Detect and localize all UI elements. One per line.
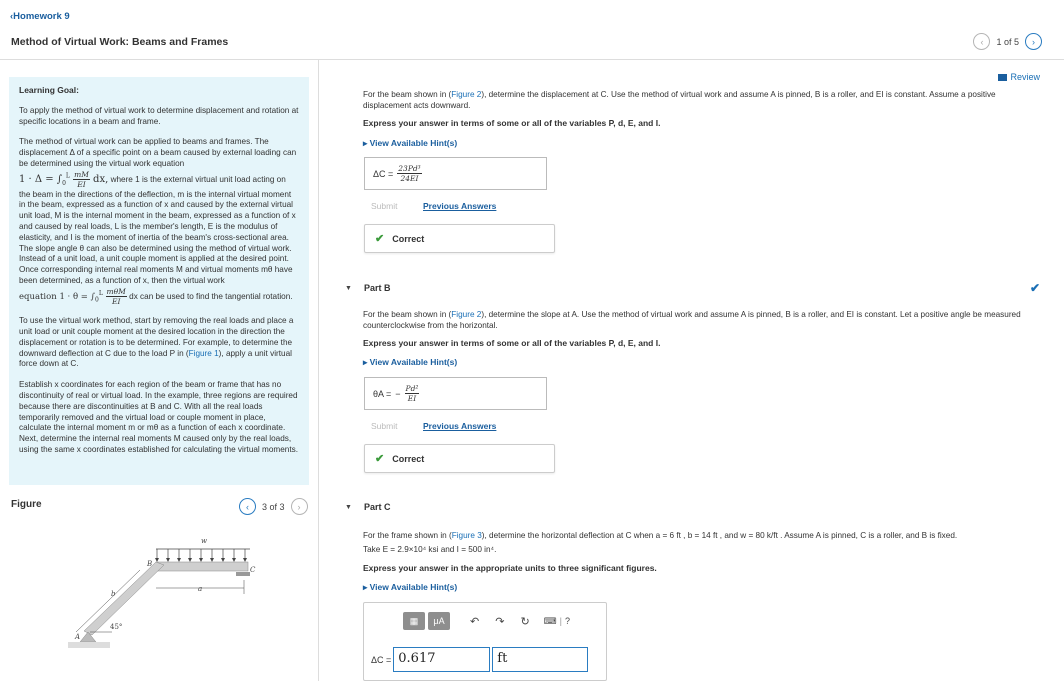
column-divider bbox=[318, 60, 319, 681]
prev-figure-button[interactable] bbox=[239, 498, 256, 515]
help-button[interactable]: ? bbox=[565, 616, 571, 626]
part-b-previous-answers-link[interactable]: Previous Answers bbox=[423, 421, 497, 431]
figure-label-C: C bbox=[250, 566, 256, 574]
figure-label-w: w bbox=[201, 537, 207, 545]
learning-goal-panel bbox=[9, 77, 309, 485]
problem-pager bbox=[973, 33, 1042, 50]
collapse-triangle-icon: ▼ bbox=[345, 284, 352, 292]
pager-text: 1 of 5 bbox=[996, 36, 1019, 47]
value-input[interactable]: 0.617 bbox=[393, 647, 490, 672]
answer-editor bbox=[363, 602, 607, 681]
units-label: μA bbox=[433, 616, 445, 626]
figure-pager bbox=[239, 498, 308, 515]
part-a-answer-label: ΔC = bbox=[373, 168, 394, 179]
part-complete-check-icon: ✔ bbox=[1029, 281, 1040, 295]
horizontal-beam bbox=[156, 562, 248, 571]
part-c-answer-label: ΔC = bbox=[371, 654, 392, 665]
part-a-answer: $\frac{\text{23Pd³}}{24EI}$ bbox=[398, 164, 421, 183]
part-b-question: For the beam shown in (Figure 2), determine the slope at A. Use the method of virtual work and assume A is pinned, B is a roller, and EI is constant. Let a positive angle be measured counterclockwise from the horizontal. bbox=[363, 310, 1021, 330]
part-b-header[interactable]: ▼ Part B ✔ bbox=[345, 281, 1040, 295]
part-b-answer-box bbox=[364, 377, 547, 410]
virtual-work-equation: $1 \cdot \Delta = \int_0^L$ $\frac{mM}{EI}$ dx, bbox=[19, 169, 109, 189]
part-b-instruction: Express your answer in terms of some or all of the variables P, d, E, and I. bbox=[363, 338, 661, 348]
figure-2-link[interactable]: Figure 2 bbox=[451, 310, 482, 319]
chevron-left-icon: ‹ bbox=[980, 36, 984, 47]
dimension-b bbox=[76, 570, 140, 632]
template-button[interactable] bbox=[403, 612, 425, 630]
chevron-right-icon: › bbox=[297, 501, 301, 512]
roller-support-C bbox=[236, 572, 250, 576]
template-icon: ▦ bbox=[409, 615, 419, 626]
figure-label-angle: 45° bbox=[110, 623, 123, 631]
undo-icon[interactable]: ↶ bbox=[470, 615, 480, 628]
keyboard-icon[interactable]: ⌨ bbox=[543, 615, 557, 626]
figure-3-link[interactable]: Figure 3 bbox=[451, 531, 482, 540]
part-a-hint-toggle[interactable]: ▸ View Available Hint(s) bbox=[363, 138, 458, 148]
review-link[interactable] bbox=[998, 72, 1040, 82]
learning-goal-paragraph-4: Establish x coordinates for each region of the beam or frame that has no discontinuity of real or virtual load. In the example, three regions are required because there are discontinuities at B and C. With all the real loads temporarily removed and the virtual load or couple moment in place, calculate the internal moment m or mθ as a function of each x coordinate. Next, determine the internal real moments M caused only by the real loads, using the same x coordinates established for calculating the virtual moments. bbox=[19, 380, 298, 454]
collapse-triangle-icon: ▼ bbox=[345, 503, 352, 511]
check-icon: ✔ bbox=[375, 233, 385, 245]
learning-goal-paragraph-3: To use the virtual work method, start by removing the real loads and place a unit load or unit couple moment at the desired location in the direction the displacement or rotation is to be determined. For example, to determine the downward deflection at C due to the load P in (Figure 1), apply a unit virtual force down at C. bbox=[19, 316, 294, 369]
part-a-submit-button[interactable]: Submit bbox=[371, 201, 398, 211]
part-a-question: For the beam shown in (Figure 2), determine the displacement at C. Use the method of virtual work and assume A is pinned, B is a roller, and EI is constant. Assume a positive displacement acts downward. bbox=[363, 90, 996, 110]
learning-goal-heading: Learning Goal: bbox=[19, 85, 79, 95]
figure-label-b: b bbox=[111, 590, 116, 598]
figure-label-A: A bbox=[75, 633, 81, 641]
inclined-member bbox=[84, 562, 164, 635]
part-b-answer-label: θA = bbox=[373, 388, 392, 399]
learning-goal-intro: To apply the method of virtual work to determine displacement and rotation at specific locations in a beam and frame. bbox=[19, 105, 299, 126]
next-problem-button[interactable] bbox=[1025, 33, 1042, 50]
part-a-instruction: Express your answer in terms of some or all of the variables P, d, E, and I. bbox=[363, 118, 661, 128]
check-icon: ✔ bbox=[375, 453, 385, 465]
part-c-question: For the frame shown in (Figure 3), determine the horizontal deflection at C when a = 6 ft , b = 14 ft , and w = 80 k/ft . Assume A is pinned, C is a roller, and B is fixed. bbox=[363, 531, 958, 540]
part-a-feedback: ✔ Correct bbox=[364, 224, 555, 253]
chevron-left-icon: ‹ bbox=[246, 501, 249, 512]
learning-goal-paragraph-2: The method of virtual work can be applied to beams and frames. The displacement Δ of a specific point on a beam caused by external loading can be determined using the virtual work equation $1 \cdot \Delta = \int_0^L$ $\frac{mM}{EI}$ dx, where 1 is the external virtual unit load acting on the beam in the directions of the deflection, m is the internal virtual moment in the beam, expressed as a function of x and caused by the external virtual unit load, M is the internal moment in the beam, expressed as a function of x and caused by real loads, L is the member's length, E is the modulus of elasticity, and I is the moment of inertia of the beam's cross-sectional area. The slope angle θ can also be determined using the method of virtual work. Instead of a unit load, a unit couple moment is applied at the desired point. Once corresponding internal real moments M and virtual moments mθ have been determined, as a function of x, then the virtual work equation $1 \cdot \theta = \int_0^L$ $\frac{\text{mθM}}{EI}$ dx can be used to find the tangential rotation. bbox=[19, 137, 297, 306]
chevron-right-icon: › bbox=[1032, 36, 1035, 47]
redo-icon[interactable]: ↷ bbox=[495, 615, 505, 628]
units-button[interactable] bbox=[428, 612, 450, 630]
prev-problem-button[interactable] bbox=[973, 33, 990, 50]
part-b-answer: $\frac{\text{Pd²}}{EI}$ bbox=[405, 384, 419, 403]
arrow-heads bbox=[155, 558, 247, 562]
figure-label-a: a bbox=[198, 585, 203, 593]
figure-2-link[interactable]: Figure 2 bbox=[451, 90, 482, 99]
review-label: Review bbox=[1010, 72, 1040, 82]
header-divider bbox=[0, 59, 1064, 60]
part-c-answer-row bbox=[371, 647, 588, 672]
part-b-hint-toggle[interactable]: ▸ View Available Hint(s) bbox=[363, 357, 458, 367]
back-label: Homework 9 bbox=[13, 11, 70, 22]
editor-toolbar: ▦ μA ↶ ↷ ↻ ⌨ | ? bbox=[403, 612, 570, 630]
review-icon bbox=[998, 74, 1007, 81]
part-b-feedback: ✔ Correct bbox=[364, 444, 555, 473]
virtual-work-equation-rotation: equation $1 \cdot \theta = \int_0^L$ $\frac{\text{mθM}}{EI}$ bbox=[19, 286, 126, 306]
part-c-hint-toggle[interactable]: ▸ View Available Hint(s) bbox=[363, 582, 458, 592]
part-a-answer-box bbox=[364, 157, 547, 190]
back-to-homework-link[interactable]: ‹Homework 9 bbox=[10, 11, 70, 22]
part-c-header[interactable]: ▼ Part C bbox=[345, 502, 391, 512]
part-b-answer-sign: − bbox=[395, 388, 401, 399]
part-a-previous-answers-link[interactable]: Previous Answers bbox=[423, 201, 497, 211]
figure-label: Figure bbox=[11, 499, 42, 510]
assignment-title: Method of Virtual Work: Beams and Frames bbox=[11, 36, 229, 48]
part-c-constants: Take E = 2.9×10⁴ ksi and I = 500 in⁴. bbox=[363, 545, 497, 554]
frame-figure bbox=[60, 532, 280, 662]
reset-icon[interactable]: ↻ bbox=[520, 615, 530, 628]
figure-pager-text: 3 of 3 bbox=[262, 501, 285, 512]
ground-A bbox=[68, 642, 110, 648]
figure-label-B: B bbox=[147, 560, 153, 568]
figure-1-link[interactable]: Figure 1 bbox=[188, 348, 219, 358]
part-b-submit-button[interactable]: Submit bbox=[371, 421, 398, 431]
part-c-instruction: Express your answer in the appropriate units to three significant figures. bbox=[363, 563, 657, 573]
next-figure-button[interactable] bbox=[291, 498, 308, 515]
unit-input[interactable]: ft bbox=[492, 647, 588, 672]
